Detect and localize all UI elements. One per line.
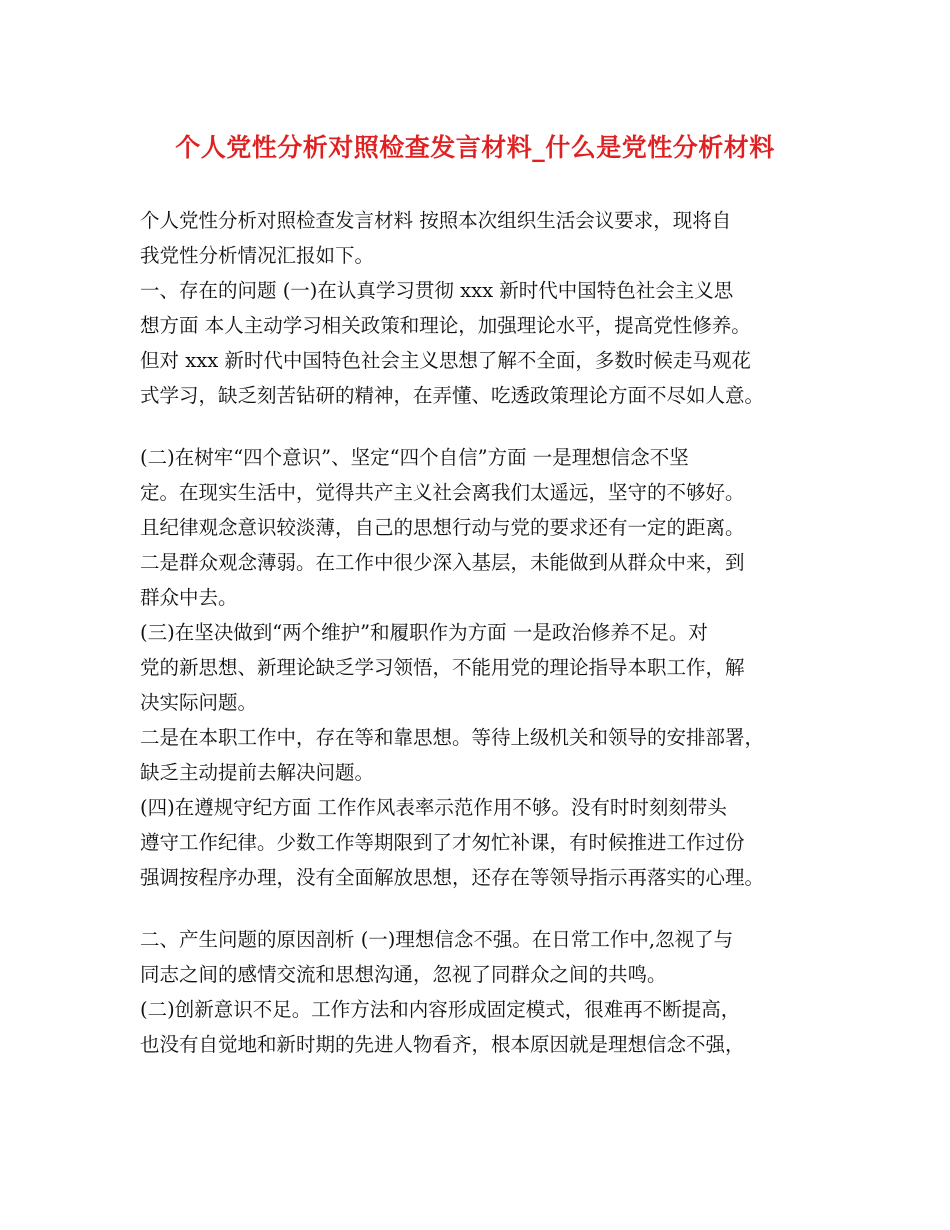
document-body	[140, 203, 840, 1062]
body-line: 个人党性分析对照检查发言材料 按照本次组织生活会议要求，现将自	[140, 209, 732, 232]
body-line: 式学习，缺乏刻苦钻研的精神，在弄懂、吃透政策理论方面不尽如人意。	[140, 384, 765, 407]
body-line: 党的新思想、新理论缺乏学习领悟，不能用党的理论指导本职工作，解	[140, 656, 745, 679]
body-line: (二)创新意识不足。工作方法和内容形成固定模式，很难再不断提高，	[140, 998, 741, 1021]
body-line: 二是群众观念薄弱。在工作中很少深入基层，未能做到从群众中来，到	[140, 551, 745, 574]
body-line: 群众中去。	[140, 586, 238, 609]
body-line: 同志之间的感情交流和思想沟通，忽视了同群众之间的共鸣。	[140, 963, 667, 986]
body-line: (四)在遵规守纪方面 工作作风表率示范作用不够。没有时时刻刻带头	[140, 796, 727, 819]
body-line: 一、存在的问题 (一)在认真学习贯彻 xxx 新时代中国特色社会主义思	[140, 279, 734, 302]
body-line: 想方面 本人主动学习相关政策和理论，加强理论水平，提高党性修养。	[140, 314, 751, 337]
paragraph-gap	[140, 413, 840, 440]
body-line: 遵守工作纪律。少数工作等期限到了才匆忙补课，有时候推进工作过份	[140, 831, 745, 854]
document-title: 个人党性分析对照检查发言材料_什么是党性分析材料	[175, 133, 775, 162]
body-line: 定。在现实生活中，觉得共产主义社会离我们太遥远，坚守的不够好。	[140, 481, 745, 504]
body-line: (三)在坚决做到“两个维护”和履职作为方面 一是政治修养不足。对	[140, 621, 708, 644]
body-line: 且纪律观念意识较淡薄，自己的思想行动与党的要求还有一定的距离。	[140, 516, 745, 539]
paragraph-gap	[140, 895, 840, 922]
body-line: 二是在本职工作中，存在等和靠思想。等待上级机关和领导的安排部署，	[140, 726, 765, 749]
body-line: 二、产生问题的原因剖析 (一)理想信念不强。在日常工作中,忽视了与	[140, 928, 734, 951]
body-line: 我党性分析情况汇报如下。	[140, 244, 375, 267]
body-line: 但对 xxx 新时代中国特色社会主义思想了解不全面，多数时候走马观花	[140, 349, 751, 372]
body-line: 决实际问题。	[140, 691, 258, 714]
body-line: 也没有自觉地和新时期的先进人物看齐，根本原因就是理想信念不强，	[140, 1033, 745, 1056]
body-line: 强调按程序办理，没有全面解放思想，还存在等领导指示再落实的心理。	[140, 866, 765, 889]
body-line: (二)在树牢“四个意识”、坚定“四个自信”方面 一是理想信念不坚	[140, 446, 689, 469]
body-line: 缺乏主动提前去解决问题。	[140, 761, 375, 784]
